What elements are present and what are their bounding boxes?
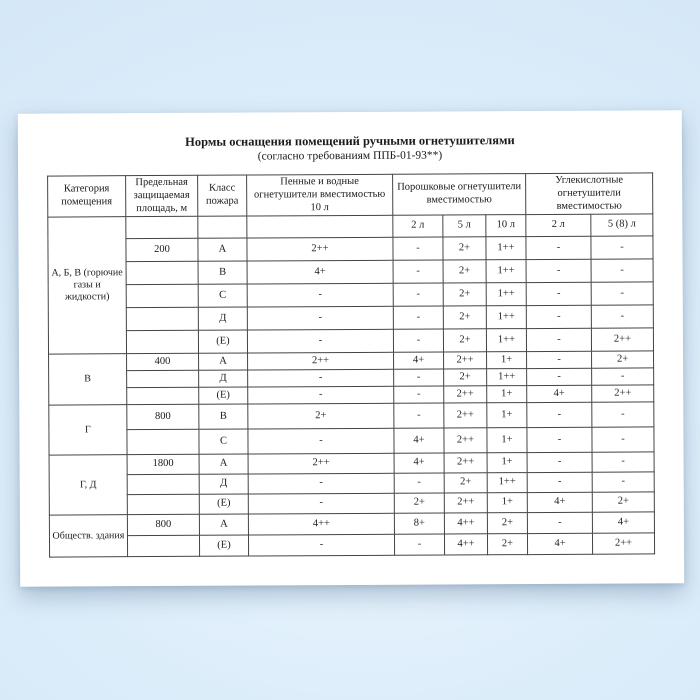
table-row	[48, 328, 653, 354]
value-cell: 2+	[394, 493, 444, 513]
value-cell: -	[591, 282, 653, 305]
fire-class-cell: (Е)	[198, 330, 247, 353]
value-cell: 2++	[591, 328, 653, 351]
empty-cell	[126, 308, 198, 331]
fire-class-cell: (Е)	[199, 387, 248, 404]
empty-cell	[126, 331, 198, 354]
value-cell: -	[394, 403, 444, 428]
value-cell: -	[393, 329, 443, 352]
value-cell: 4++	[444, 513, 487, 534]
value-cell: -	[526, 283, 591, 306]
value-cell: -	[248, 370, 394, 388]
value-cell: 2+	[443, 260, 486, 283]
empty-cell	[127, 495, 199, 515]
table-row	[48, 259, 653, 285]
subheader-co2-58l: 5 (8) л	[591, 214, 653, 236]
fire-class-cell: (Е)	[199, 494, 248, 514]
value-cell: 4++	[248, 514, 394, 536]
value-cell: 2+	[487, 513, 527, 534]
area-cell: 200	[126, 239, 198, 262]
category-cell: А, Б, В (горючие газы и жидкости)	[48, 217, 127, 354]
value-cell: -	[394, 369, 444, 386]
value-cell: 2++	[444, 453, 487, 473]
value-cell: -	[393, 260, 443, 283]
fire-class-cell: С	[199, 429, 248, 454]
empty-cell	[127, 371, 199, 388]
value-cell: -	[393, 283, 443, 306]
value-cell: 4++	[444, 534, 487, 555]
value-cell: -	[248, 535, 394, 557]
category-cell: Г	[49, 405, 127, 455]
table-row	[49, 427, 654, 455]
value-cell: -	[248, 387, 394, 405]
fire-class-cell: В	[199, 404, 248, 429]
value-cell: 2+	[248, 404, 394, 430]
value-cell: -	[394, 386, 444, 403]
value-cell: -	[526, 237, 591, 260]
value-cell: -	[591, 259, 653, 282]
value-cell: 4+	[394, 453, 444, 473]
value-cell: 2+	[443, 306, 486, 329]
empty-cell	[126, 217, 198, 239]
fire-class-cell: В	[198, 261, 247, 284]
fire-class-cell: С	[198, 284, 247, 307]
value-cell: -	[247, 307, 393, 331]
table-row	[48, 282, 653, 308]
value-cell: 4+	[527, 493, 592, 513]
empty-cell	[127, 388, 199, 405]
value-cell: 2+	[443, 237, 486, 260]
value-cell: 2++	[247, 353, 393, 371]
value-cell: 1++	[486, 329, 526, 352]
value-cell: -	[248, 429, 394, 455]
category-cell: В	[48, 354, 126, 405]
table-row	[49, 402, 654, 430]
col-header-fire-class: Класс пожара	[198, 175, 247, 217]
value-cell: 4+	[592, 512, 654, 533]
value-cell: 2++	[444, 493, 487, 513]
fire-class-cell: Д	[199, 474, 248, 494]
document-subtitle: (согласно требованиям ППБ-01-93**)	[257, 149, 443, 163]
value-cell: 1+	[487, 453, 527, 473]
area-cell: 800	[127, 515, 199, 536]
value-cell: 2+	[592, 351, 654, 368]
value-cell: 2++	[592, 385, 654, 402]
col-header-category: Категория помещения	[48, 176, 126, 218]
value-cell: -	[526, 329, 591, 352]
empty-cell	[127, 430, 199, 455]
value-cell: 2+	[443, 329, 486, 352]
value-cell: -	[527, 513, 592, 534]
fire-class-cell: (Е)	[199, 535, 248, 556]
col-header-co2: Углекислотные огнетушители вместимостью	[526, 173, 653, 215]
fire-class-cell: Д	[198, 307, 247, 330]
empty-cell	[126, 262, 198, 285]
extinguisher-norms-table	[47, 172, 655, 558]
value-cell: 1+	[487, 493, 527, 513]
value-cell: -	[393, 306, 443, 329]
subheader-powder-2l: 2 л	[393, 215, 443, 237]
category-cell: Г, Д	[49, 455, 127, 515]
value-cell: -	[394, 534, 444, 555]
subheader-powder-10l: 10 л	[486, 215, 526, 237]
value-cell: 4+	[394, 428, 444, 453]
value-cell: 1++	[486, 237, 526, 260]
value-cell: 4+	[247, 261, 393, 285]
value-cell: -	[247, 284, 393, 308]
value-cell: -	[592, 472, 654, 492]
fire-class-cell: Д	[199, 370, 248, 387]
subheader-co2-2l: 2 л	[526, 215, 591, 237]
value-cell: -	[592, 402, 654, 427]
value-cell: 1+	[487, 428, 527, 453]
subheader-powder-5l: 5 л	[443, 215, 486, 237]
value-cell: -	[592, 427, 654, 452]
value-cell: 2+	[443, 283, 486, 306]
value-cell: -	[591, 236, 653, 259]
value-cell: -	[526, 260, 591, 283]
empty-cell	[127, 536, 199, 557]
value-cell: -	[393, 237, 443, 260]
value-cell: 1+	[487, 403, 527, 428]
fire-class-cell: А	[199, 514, 248, 535]
value-cell: 8+	[394, 513, 444, 534]
table-row	[49, 533, 654, 557]
value-cell: 1++	[486, 260, 526, 283]
area-cell: 1800	[127, 455, 199, 475]
value-cell: -	[592, 368, 654, 385]
value-cell: 2++	[592, 533, 654, 554]
col-header-foam: Пенные и водные огнетушители вместимостью 10 л	[247, 174, 393, 216]
table-row	[48, 305, 653, 331]
value-cell: 2++	[443, 352, 486, 369]
value-cell: 2++	[444, 428, 487, 453]
value-cell: 4+	[527, 534, 592, 555]
value-cell: -	[527, 369, 592, 386]
fire-class-cell: А	[198, 238, 247, 261]
value-cell: 4+	[393, 352, 443, 369]
value-cell: -	[394, 473, 444, 493]
value-cell: 1+	[487, 386, 527, 403]
value-cell: -	[248, 474, 394, 495]
document-page	[18, 110, 684, 586]
empty-cell	[198, 216, 247, 238]
value-cell: -	[248, 494, 394, 515]
area-cell: 400	[126, 354, 198, 371]
value-cell: -	[592, 452, 654, 472]
value-cell: 1++	[487, 473, 527, 493]
value-cell: 2+	[444, 369, 487, 386]
value-cell: 1++	[486, 283, 526, 306]
value-cell: 2+	[444, 473, 487, 493]
value-cell: 2++	[248, 454, 394, 475]
value-cell: -	[527, 473, 592, 493]
value-cell: 1++	[486, 306, 526, 329]
value-cell: 1++	[487, 369, 527, 386]
category-cell: Обществ. здания	[49, 515, 127, 557]
value-cell: -	[526, 306, 591, 329]
value-cell: -	[591, 305, 653, 328]
area-cell: 800	[127, 405, 199, 430]
value-cell: 2+	[487, 534, 527, 555]
value-cell: -	[527, 428, 592, 453]
col-header-powder: Порошковые огнетушители вместимостью	[393, 174, 526, 216]
value-cell: -	[527, 352, 592, 369]
table-row	[48, 236, 653, 262]
value-cell: -	[527, 403, 592, 428]
value-cell: 2+	[592, 492, 654, 512]
empty-cell	[126, 285, 198, 308]
value-cell: 1+	[486, 352, 526, 369]
value-cell: 2++	[444, 403, 487, 428]
empty-cell	[127, 475, 199, 495]
fire-class-cell: А	[198, 353, 247, 370]
document-title: Нормы оснащения помещений ручными огнетушителями	[185, 133, 515, 149]
value-cell: 2++	[247, 238, 393, 262]
empty-cell	[247, 216, 393, 239]
value-cell: 4+	[527, 386, 592, 403]
value-cell: -	[527, 453, 592, 473]
fire-class-cell: А	[199, 454, 248, 474]
col-header-area: Предельная защищаемая площадь, м	[126, 175, 198, 217]
value-cell: 2++	[444, 386, 487, 403]
value-cell: -	[247, 330, 393, 354]
